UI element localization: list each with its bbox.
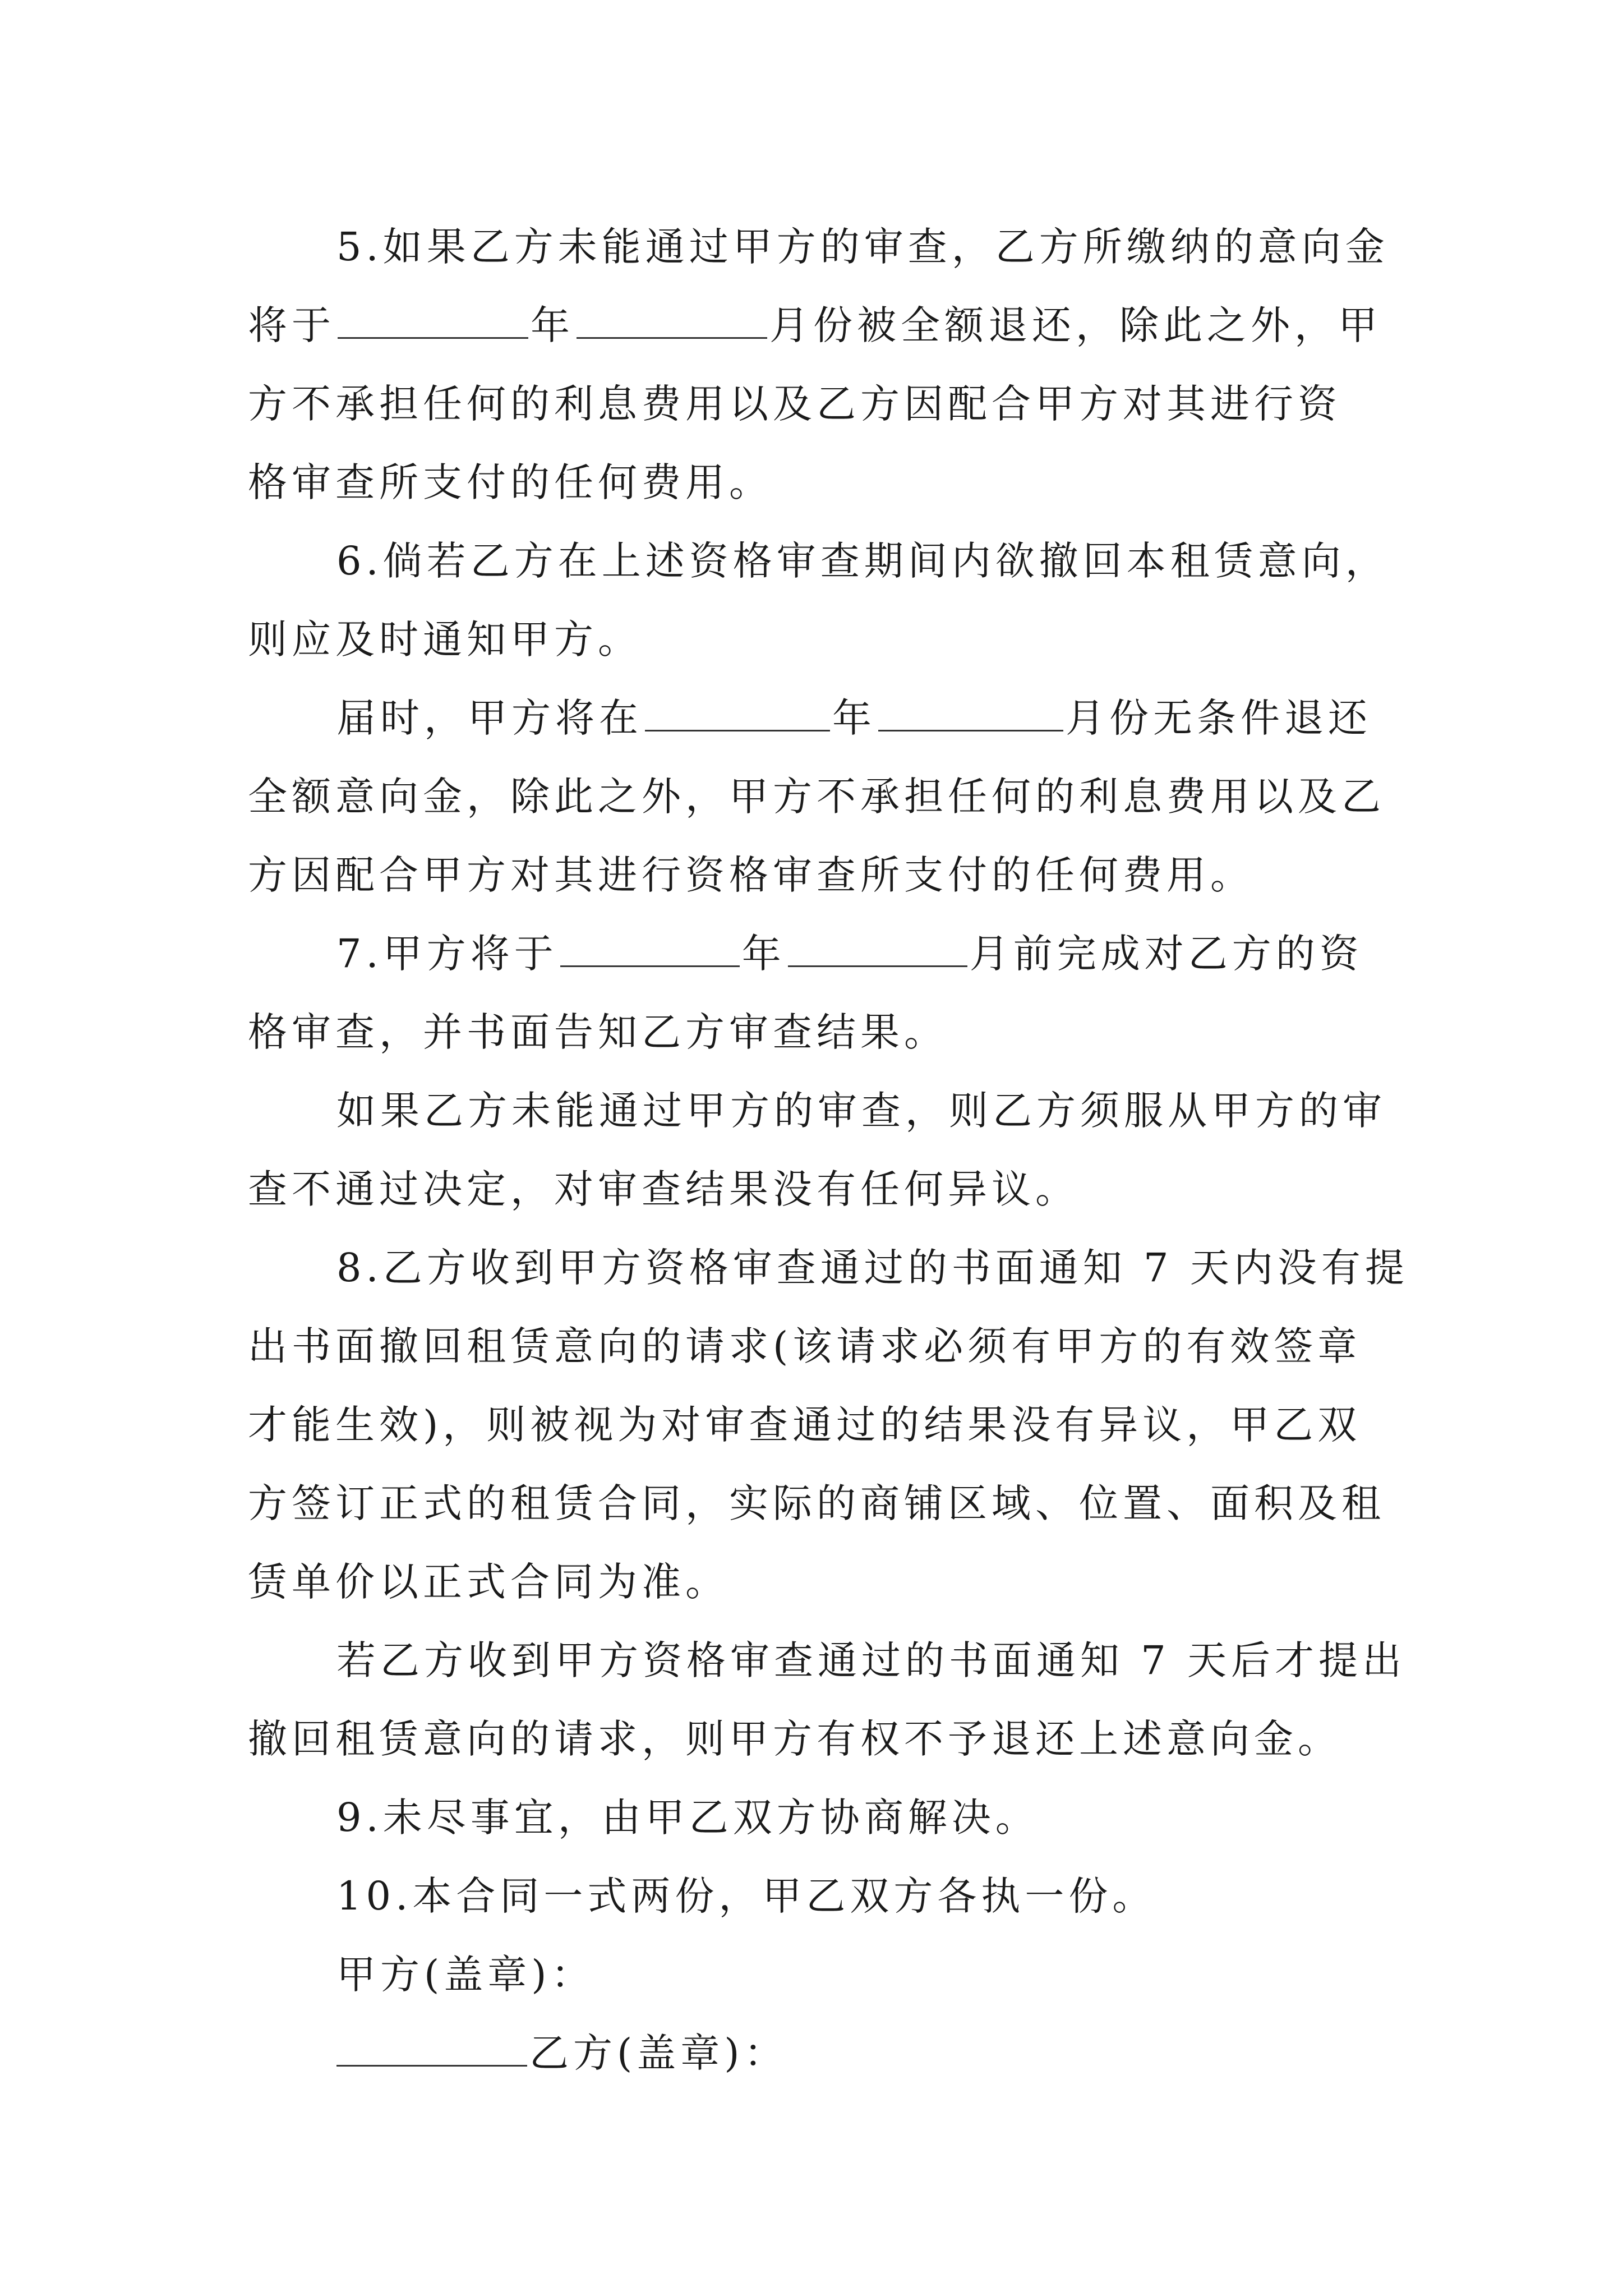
- text-line: 方签订正式的租赁合同，实际的商铺区域、位置、面积及租: [248, 1480, 1385, 1526]
- text-line: 方因配合甲方对其进行资格审查所支付的任何费用。: [248, 852, 1254, 898]
- text-line: 查不通过决定，对审查结果没有任何异议。: [248, 1166, 1079, 1212]
- text-line: [336, 2011, 1481, 2095]
- text-line: 7.甲方将于 年 月前完成对乙方的资: [336, 931, 1363, 977]
- fill-in-blank[interactable]: [577, 302, 767, 339]
- text-line: 全额意向金，除此之外，甲方不承担任何的利息费用以及乙: [248, 774, 1385, 820]
- text-line: 方不承担任何的利息费用以及乙方因配合甲方对其进行资: [248, 381, 1341, 427]
- text-line: 将于 年 月份被全额退还，除此之外，甲: [248, 302, 1382, 348]
- text-line: 5.如果乙方未能通过甲方的审查，乙方所缴纳的意向金: [336, 224, 1389, 270]
- fill-in-blank[interactable]: [878, 695, 1063, 731]
- text-line: 则应及时通知甲方。: [248, 616, 642, 662]
- text-line: 格审查所支付的任何费用。: [248, 459, 773, 505]
- text-line: 赁单价以正式合同为准。: [248, 1559, 729, 1605]
- text-line: 9.未尽事宜，由甲乙双方协商解决。: [336, 1795, 1039, 1841]
- text-line: 6.倘若乙方在上述资格审查期间内欲撤回本租赁意向，: [336, 538, 1389, 584]
- text-line: 才能生效)，则被视为对审查通过的结果没有异议，甲乙双: [248, 1402, 1362, 1448]
- signature-label-party-a: 甲方(盖章)：: [336, 1952, 595, 1998]
- text-line: 如果乙方未能通过甲方的审查，则乙方须服从甲方的审: [336, 1088, 1386, 1134]
- text-line: 8.乙方收到甲方资格审查通过的书面通知 7 天内没有提: [336, 1245, 1409, 1291]
- text-line: 撤回租赁意向的请求，则甲方有权不予退还上述意向金。: [248, 1716, 1341, 1762]
- fill-in-blank[interactable]: [338, 302, 528, 339]
- text-line: 届时，甲方将在 年 月份无条件退还: [336, 695, 1372, 741]
- fill-in-blank[interactable]: [645, 695, 830, 731]
- text-line: 出书面撤回租赁意向的请求(该请求必须有甲方的有效签章: [248, 1323, 1362, 1369]
- signature-blank[interactable]: [336, 2030, 527, 2067]
- signature-label-party-b: 乙方(盖章)：: [529, 2030, 788, 2076]
- text-line: 10.本合同一式两份，甲乙双方各执一份。: [336, 1873, 1156, 1919]
- fill-in-blank[interactable]: [560, 931, 740, 967]
- fill-in-blank[interactable]: [788, 931, 967, 967]
- text-line: 格审查，并书面告知乙方审查结果。: [248, 1009, 948, 1055]
- text-line: 若乙方收到甲方资格审查通过的书面通知 7 天后才提出: [336, 1637, 1407, 1683]
